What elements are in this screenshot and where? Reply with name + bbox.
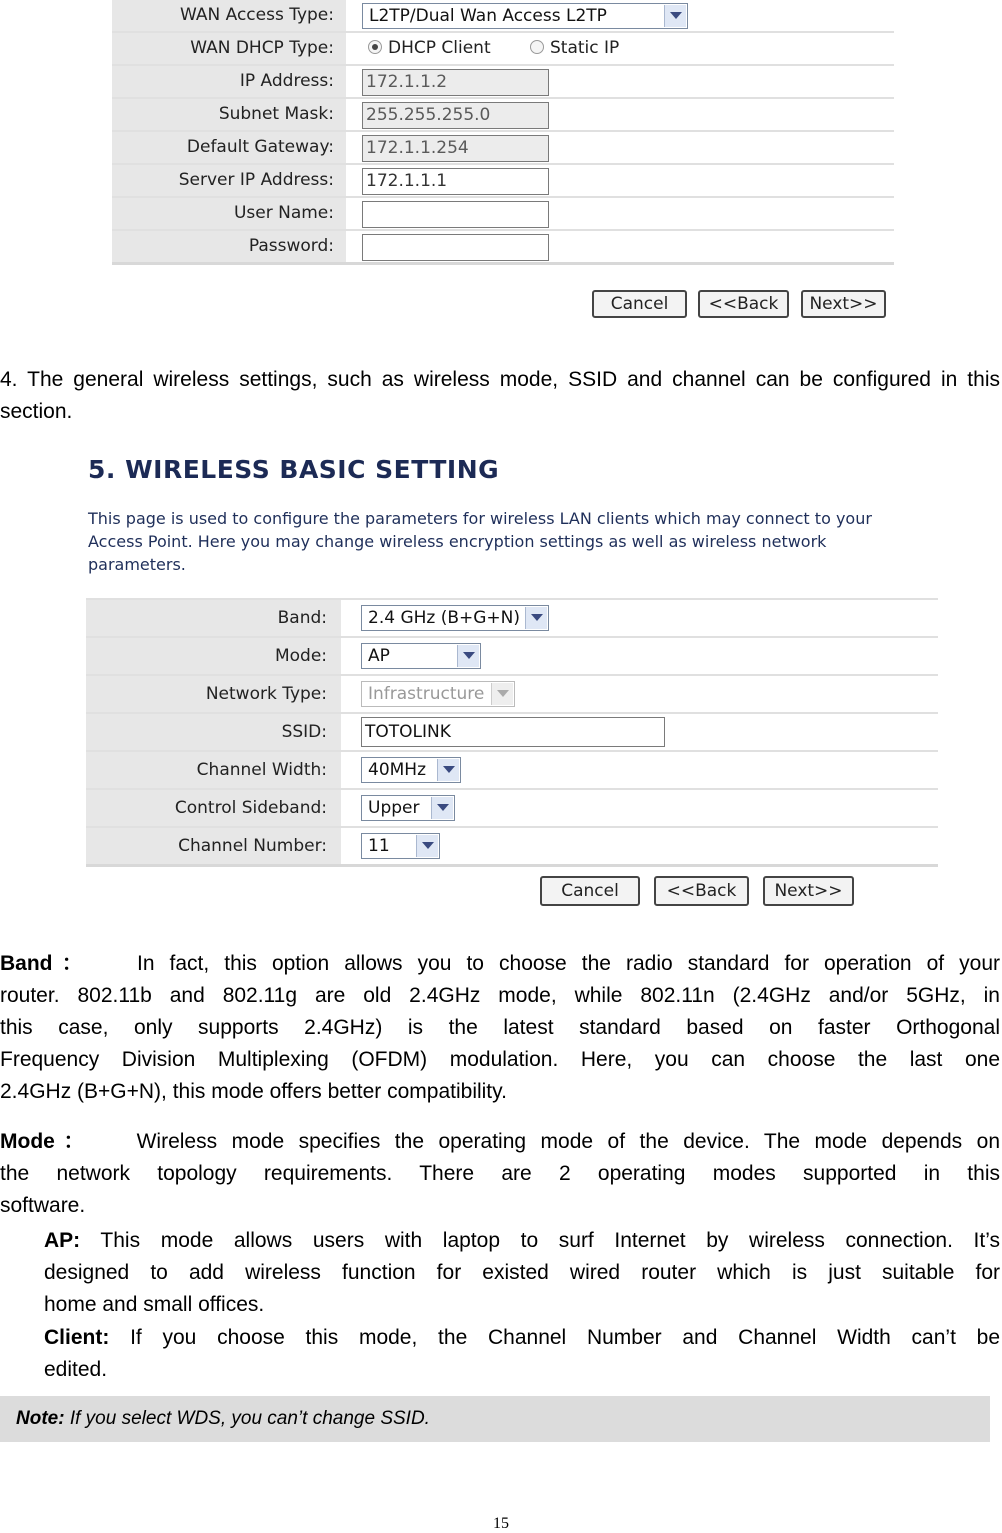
radio-unselected-icon[interactable]	[530, 40, 544, 54]
ip-address-label: IP Address:	[239, 71, 334, 91]
server-ip-input[interactable]: 172.1.1.1	[362, 168, 549, 195]
user-name-input[interactable]	[362, 201, 549, 228]
band-paragraph-line: this case, only supports 2.4GHz) is the latest standard based on faster Orthogonal	[0, 1016, 1000, 1039]
network-type-label: Network Type:	[205, 684, 327, 704]
channel-width-label: Channel Width:	[196, 760, 327, 780]
divider	[112, 262, 894, 265]
channel-number-label: Channel Number:	[178, 836, 327, 856]
user-name-label: User Name:	[233, 203, 334, 223]
dhcp-client-radio-option[interactable]: DHCP Client	[368, 33, 491, 64]
default-gateway-label: Default Gateway:	[186, 137, 334, 157]
server-ip-label: Server IP Address:	[178, 170, 334, 190]
ap-paragraph-line: designed to add wireless function for existed wired router which is just suitable for	[44, 1261, 1000, 1284]
wan-dhcp-type-label: WAN DHCP Type:	[190, 38, 334, 58]
back-button[interactable]: <<Back	[654, 876, 749, 906]
channel-number-select[interactable]: 11	[361, 833, 440, 859]
note-text: If you select WDS, you can’t change SSID.	[69, 1408, 430, 1429]
band-row	[86, 600, 938, 636]
wan-dhcp-type-row	[112, 33, 894, 64]
chevron-down-icon	[491, 683, 513, 705]
note-label: Note:	[16, 1408, 65, 1429]
static-ip-radio-option[interactable]: Static IP	[530, 33, 619, 64]
ip-address-input[interactable]: 172.1.1.2	[362, 69, 549, 96]
band-paragraph-line: router. 802.11b and 802.11g are old 2.4GHz mode, while 802.11n (2.4GHz and/or 5GHz, in	[0, 984, 1000, 1007]
mode-row	[86, 638, 938, 674]
band-paragraph-line: 2.4GHz (B+G+N), this mode offers better compatibility.	[0, 1080, 507, 1103]
ssid-row	[86, 714, 938, 750]
ap-term: AP:	[44, 1229, 81, 1252]
note-box	[0, 1396, 990, 1442]
wan-access-type-row	[112, 0, 894, 31]
chevron-down-icon	[431, 797, 453, 819]
network-type-select[interactable]: Infrastructure	[361, 681, 515, 707]
wan-access-type-label: WAN Access Type:	[179, 5, 334, 25]
control-sideband-select[interactable]: Upper	[361, 795, 455, 821]
control-sideband-label: Control Sideband:	[174, 798, 327, 818]
band-term: Band：	[0, 952, 92, 975]
mode-paragraph-line: software.	[0, 1194, 86, 1217]
channel-width-row	[86, 752, 938, 788]
chevron-down-icon	[525, 607, 547, 629]
divider	[86, 864, 938, 867]
mode-term: Mode：	[0, 1130, 94, 1153]
default-gateway-input[interactable]: 172.1.1.254	[362, 135, 549, 162]
next-button[interactable]: Next>>	[801, 290, 886, 318]
client-paragraph-line: edited.	[44, 1358, 108, 1381]
channel-width-select[interactable]: 40MHz	[361, 757, 461, 783]
channel-number-row	[86, 828, 938, 864]
subnet-mask-row	[112, 99, 894, 130]
server-ip-row	[112, 165, 894, 196]
wireless-settings-screenshot	[86, 455, 938, 915]
chevron-down-icon	[437, 759, 459, 781]
default-gateway-row	[112, 132, 894, 163]
user-name-row	[112, 198, 894, 229]
password-input[interactable]	[362, 234, 549, 261]
mode-label: Mode:	[274, 646, 327, 666]
mode-paragraph-line: the network topology requirements. There are 2 operating modes supported in this	[0, 1162, 1000, 1185]
control-sideband-row	[86, 790, 938, 826]
cancel-button[interactable]: Cancel	[540, 876, 640, 906]
client-term: Client:	[44, 1326, 110, 1349]
password-row	[112, 231, 894, 262]
mode-paragraph-line: Mode： Wireless mode specifies the operating mode of the device. The mode depends on	[0, 1130, 1000, 1153]
ap-paragraph-line: AP: This mode allows users with laptop to surf Internet by wireless connection. It’s	[44, 1229, 1000, 1252]
client-paragraph-line: Client: If you choose this mode, the Channel Number and Channel Width can’t be	[44, 1326, 1000, 1349]
network-type-row	[86, 676, 938, 712]
ssid-label: SSID:	[281, 722, 327, 742]
chevron-down-icon	[416, 835, 438, 857]
wan-settings-screenshot	[112, 0, 894, 322]
next-button[interactable]: Next>>	[763, 876, 854, 906]
radio-selected-icon[interactable]	[368, 40, 382, 54]
chevron-down-icon	[457, 645, 479, 667]
mode-select[interactable]: AP	[361, 643, 481, 669]
band-paragraph-line: Band： In fact, this option allows you to choose the radio standard for operation of your	[0, 952, 1000, 975]
ap-paragraph-line: home and small offices.	[44, 1293, 265, 1316]
ssid-input[interactable]: TOTOLINK	[361, 717, 665, 747]
ip-address-row	[112, 66, 894, 97]
band-label: Band:	[277, 608, 327, 628]
password-label: Password:	[248, 236, 334, 256]
section-heading: 5. WIRELESS BASIC SETTING	[88, 455, 500, 484]
band-select[interactable]: 2.4 GHz (B+G+N)	[361, 605, 549, 631]
subnet-mask-label: Subnet Mask:	[218, 104, 334, 124]
section-description: This page is used to configure the parameters for wireless LAN clients which may connect to your Access Point. Here you may change wireless encryption settings as well as wireless network parameters.	[88, 509, 872, 574]
intro-paragraph: 4. The general wireless settings, such as wireless mode, SSID and channel can be configured in this section.	[0, 368, 1000, 423]
chevron-down-icon	[664, 5, 686, 27]
band-paragraph-line: Frequency Division Multiplexing (OFDM) modulation. Here, you can choose the last one	[0, 1048, 1000, 1071]
subnet-mask-input[interactable]: 255.255.255.0	[362, 102, 549, 129]
page-number: 15	[493, 1515, 509, 1532]
cancel-button[interactable]: Cancel	[592, 290, 687, 318]
wan-access-type-select[interactable]: L2TP/Dual Wan Access L2TP	[362, 3, 688, 29]
back-button[interactable]: <<Back	[698, 290, 789, 318]
